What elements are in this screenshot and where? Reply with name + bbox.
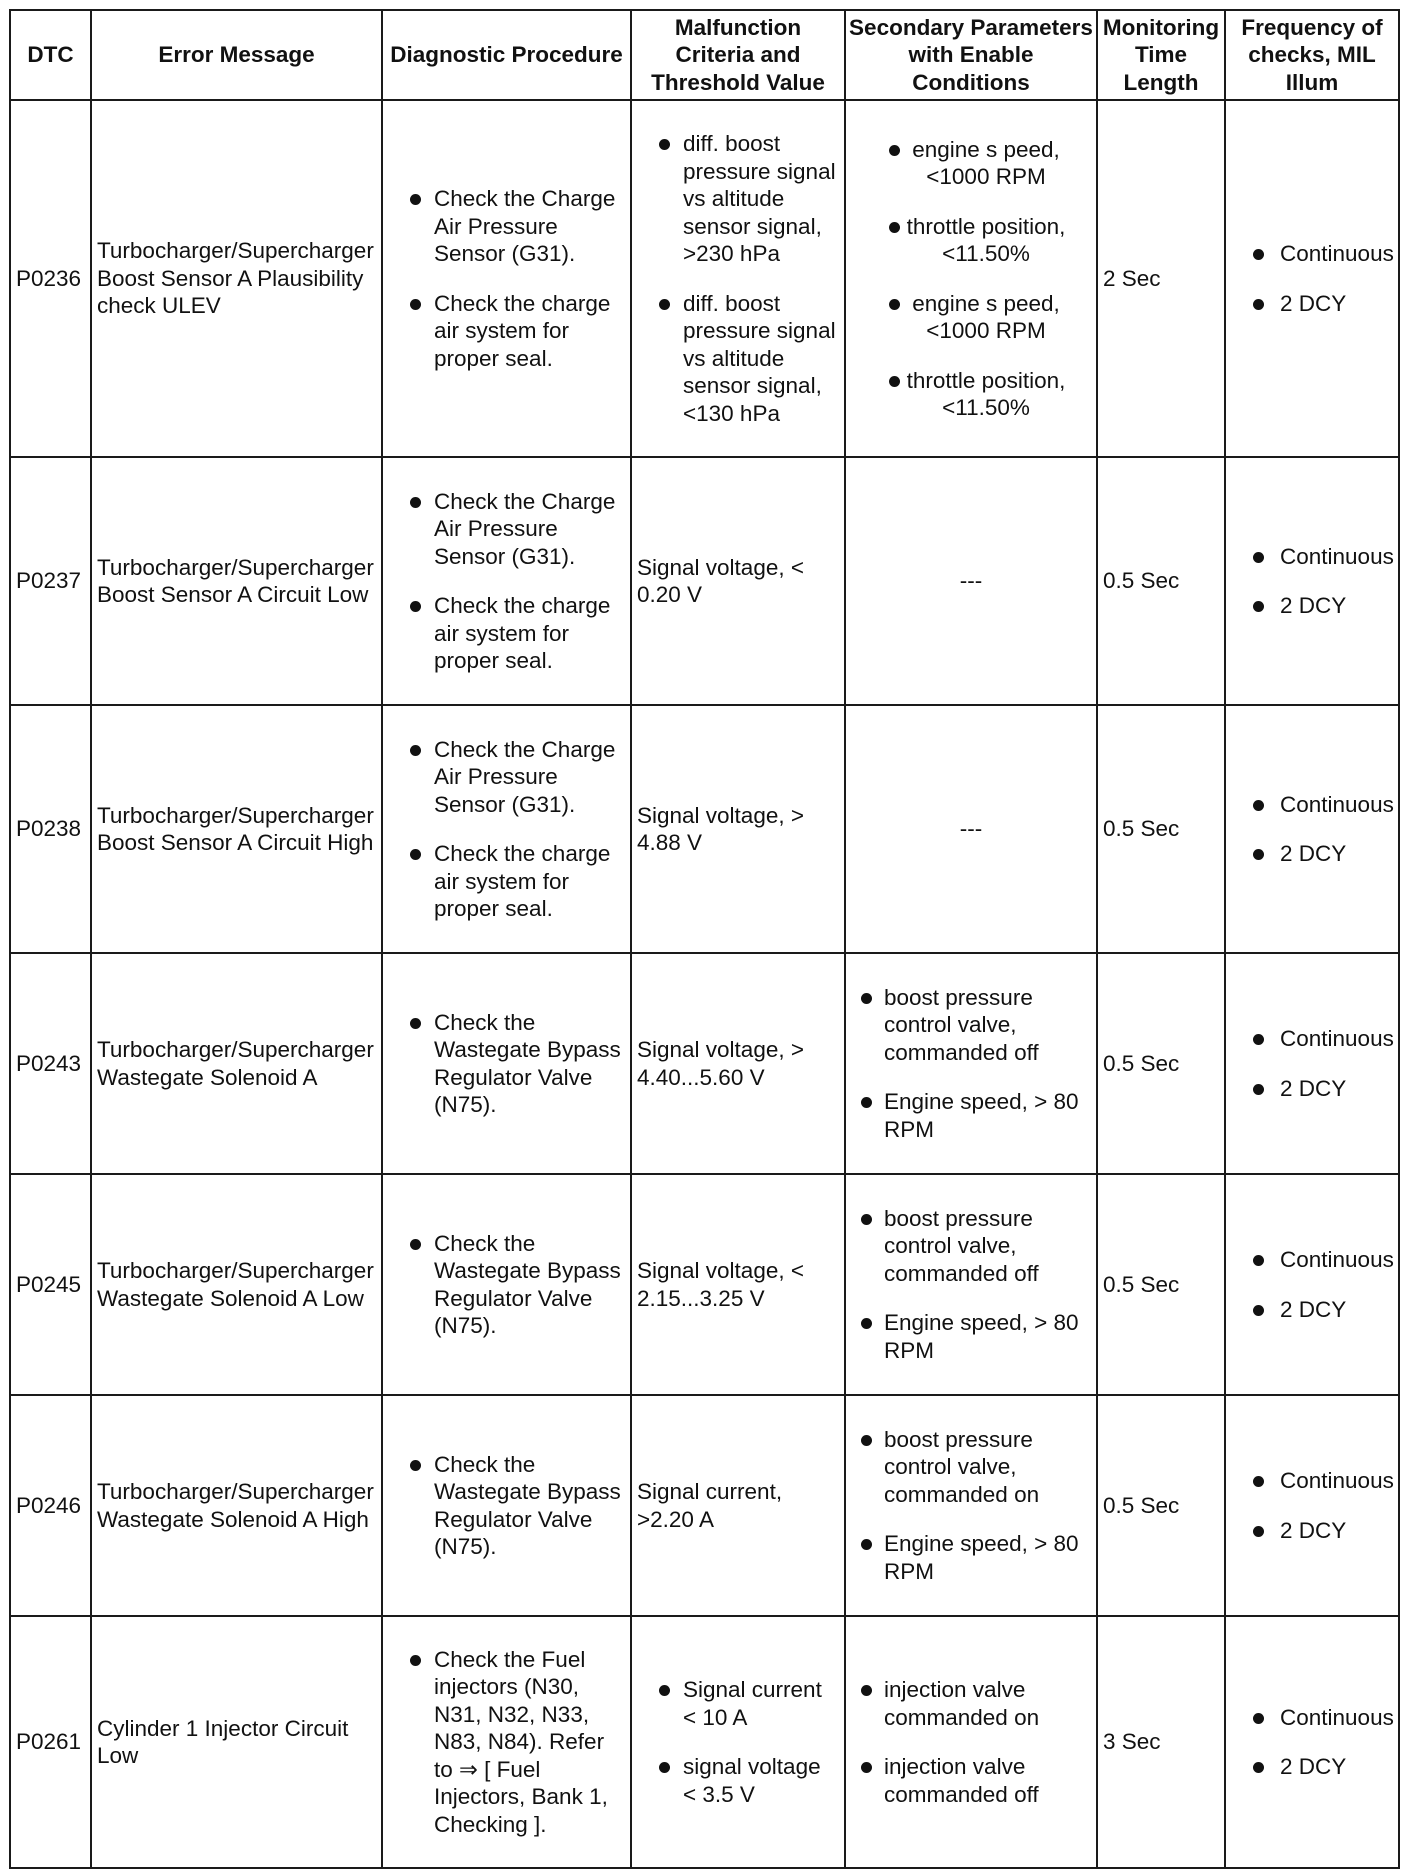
frequency <box>1225 1616 1399 1868</box>
frequency-item: 2 DCY <box>1231 1753 1393 1781</box>
header-frequency: Frequency of checks, MIL Illum <box>1225 10 1399 100</box>
error-message: Turbocharger/Supercharger Wastegate Solenoid A High <box>91 1395 382 1616</box>
frequency-item: Continuous <box>1231 240 1393 268</box>
frequency <box>1225 1174 1399 1395</box>
frequency <box>1225 705 1399 953</box>
error-message: Turbocharger/Supercharger Boost Sensor A Circuit Low <box>91 457 382 705</box>
frequency-item: 2 DCY <box>1231 840 1393 868</box>
secondary-parameters <box>845 1395 1097 1616</box>
malfunction-criteria: Signal voltage, < 0.20 V <box>631 457 845 705</box>
secondary-parameters <box>845 100 1097 457</box>
secondary-parameters <box>845 1616 1097 1868</box>
secondary-parameters: --- <box>845 705 1097 953</box>
secondary-parameters: --- <box>845 457 1097 705</box>
monitoring-time: 0.5 Sec <box>1097 705 1225 953</box>
diagnostic-procedure <box>382 1616 631 1868</box>
frequency-item: 2 DCY <box>1231 592 1393 620</box>
frequency-item: Continuous <box>1231 1704 1393 1732</box>
error-message: Turbocharger/Supercharger Wastegate Solenoid A Low <box>91 1174 382 1395</box>
table-row <box>10 100 1399 457</box>
frequency-item: 2 DCY <box>1231 1075 1393 1103</box>
secondary-parameters <box>845 953 1097 1174</box>
procedure-item: Check the Wastegate Bypass Regulator Valve (N75). <box>388 1230 625 1340</box>
malfunction-criteria: Signal voltage, > 4.40...5.60 V <box>631 953 845 1174</box>
dtc-code: P0236 <box>10 100 91 457</box>
dtc-code: P0246 <box>10 1395 91 1616</box>
diagnostic-procedure <box>382 705 631 953</box>
secondary-item: Engine speed, > 80 RPM <box>851 1309 1091 1364</box>
frequency <box>1225 457 1399 705</box>
secondary-item: boost pressure control valve, commanded on <box>851 1426 1091 1509</box>
diagnostic-procedure <box>382 953 631 1174</box>
dtc-code: P0237 <box>10 457 91 705</box>
procedure-item: Check the Wastegate Bypass Regulator Valve (N75). <box>388 1451 625 1561</box>
secondary-item: injection valve commanded on <box>851 1676 1091 1731</box>
diagnostic-procedure <box>382 1395 631 1616</box>
header-secondary-parameters: Secondary Parameters with Enable Conditions <box>845 10 1097 100</box>
table-row <box>10 457 1399 705</box>
dtc-code: P0261 <box>10 1616 91 1868</box>
frequency <box>1225 1395 1399 1616</box>
secondary-item: engine s peed, <1000 RPM <box>851 290 1091 345</box>
secondary-item: injection valve commanded off <box>851 1753 1091 1808</box>
frequency-item: Continuous <box>1231 543 1393 571</box>
dtc-code: P0243 <box>10 953 91 1174</box>
header-malfunction-criteria: Malfunction Criteria and Threshold Value <box>631 10 845 100</box>
frequency-item: Continuous <box>1231 791 1393 819</box>
header-monitoring-time: Monitoring Time Length <box>1097 10 1225 100</box>
dtc-code: P0238 <box>10 705 91 953</box>
diagnostic-procedure <box>382 457 631 705</box>
frequency <box>1225 100 1399 457</box>
procedure-item: Check the charge air system for proper seal. <box>388 592 625 675</box>
procedure-item: Check the Fuel injectors (N30, N31, N32, N33, N83, N84). Refer to ⇒ [ Fuel Injectors, Bank 1, Checking ]. <box>388 1646 625 1839</box>
monitoring-time: 2 Sec <box>1097 100 1225 457</box>
malfunction-criteria: Signal current, >2.20 A <box>631 1395 845 1616</box>
header-error-message: Error Message <box>91 10 382 100</box>
criteria-item: diff. boost pressure signal vs altitude sensor signal, <130 hPa <box>637 290 839 428</box>
table-row <box>10 953 1399 1174</box>
table-row <box>10 705 1399 953</box>
secondary-item: boost pressure control valve, commanded off <box>851 1205 1091 1288</box>
table-header-row <box>10 10 1399 100</box>
procedure-item: Check the Charge Air Pressure Sensor (G31). <box>388 185 625 268</box>
malfunction-criteria <box>631 1616 845 1868</box>
header-diagnostic-procedure: Diagnostic Procedure <box>382 10 631 100</box>
frequency-item: 2 DCY <box>1231 1296 1393 1324</box>
dtc-table <box>9 9 1400 1869</box>
criteria-item: diff. boost pressure signal vs altitude sensor signal, >230 hPa <box>637 130 839 268</box>
frequency-item: 2 DCY <box>1231 1517 1393 1545</box>
procedure-item: Check the Wastegate Bypass Regulator Valve (N75). <box>388 1009 625 1119</box>
monitoring-time: 0.5 Sec <box>1097 1174 1225 1395</box>
diagnostic-procedure <box>382 1174 631 1395</box>
frequency-item: 2 DCY <box>1231 290 1393 318</box>
diagnostic-procedure <box>382 100 631 457</box>
secondary-item: throttle position, <11.50% <box>851 367 1091 422</box>
procedure-item: Check the Charge Air Pressure Sensor (G31). <box>388 488 625 571</box>
monitoring-time: 0.5 Sec <box>1097 1395 1225 1616</box>
table-row <box>10 1395 1399 1616</box>
secondary-item: Engine speed, > 80 RPM <box>851 1088 1091 1143</box>
frequency <box>1225 953 1399 1174</box>
monitoring-time: 0.5 Sec <box>1097 457 1225 705</box>
secondary-parameters <box>845 1174 1097 1395</box>
secondary-item: throttle position, <11.50% <box>851 213 1091 268</box>
error-message: Turbocharger/Supercharger Boost Sensor A Circuit High <box>91 705 382 953</box>
procedure-item: Check the charge air system for proper seal. <box>388 840 625 923</box>
frequency-item: Continuous <box>1231 1467 1393 1495</box>
procedure-item: Check the charge air system for proper seal. <box>388 290 625 373</box>
malfunction-criteria: Signal voltage, < 2.15...3.25 V <box>631 1174 845 1395</box>
malfunction-criteria <box>631 100 845 457</box>
procedure-item: Check the Charge Air Pressure Sensor (G31). <box>388 736 625 819</box>
frequency-item: Continuous <box>1231 1025 1393 1053</box>
secondary-item: Engine speed, > 80 RPM <box>851 1530 1091 1585</box>
criteria-item: Signal current < 10 A <box>637 1676 839 1731</box>
error-message: Turbocharger/Supercharger Boost Sensor A Plausibility check ULEV <box>91 100 382 457</box>
table-row <box>10 1174 1399 1395</box>
error-message: Turbocharger/Supercharger Wastegate Solenoid A <box>91 953 382 1174</box>
secondary-item: engine s peed, <1000 RPM <box>851 136 1091 191</box>
criteria-item: signal voltage < 3.5 V <box>637 1753 839 1808</box>
table-row <box>10 1616 1399 1868</box>
secondary-item: boost pressure control valve, commanded off <box>851 984 1091 1067</box>
frequency-item: Continuous <box>1231 1246 1393 1274</box>
header-dtc: DTC <box>10 10 91 100</box>
error-message: Cylinder 1 Injector Circuit Low <box>91 1616 382 1868</box>
malfunction-criteria: Signal voltage, > 4.88 V <box>631 705 845 953</box>
dtc-code: P0245 <box>10 1174 91 1395</box>
monitoring-time: 0.5 Sec <box>1097 953 1225 1174</box>
monitoring-time: 3 Sec <box>1097 1616 1225 1868</box>
